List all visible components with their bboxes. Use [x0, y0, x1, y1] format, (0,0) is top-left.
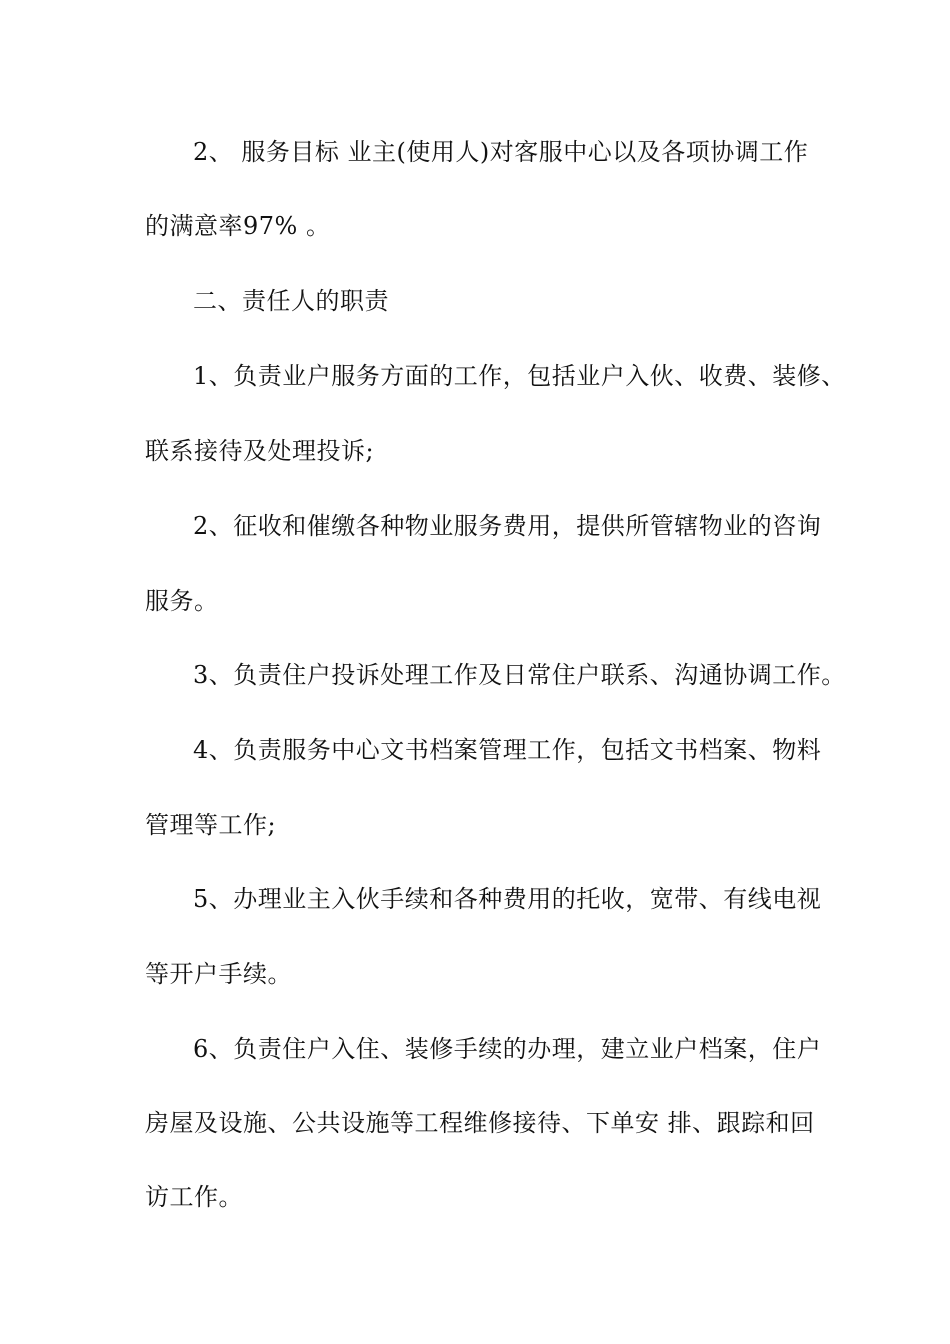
service-goal-line-1: 2、 服务目标 业主(使用人)对客服中心以及各项协调工作	[193, 138, 809, 166]
duty-5-line-2: 等开户手续。	[145, 960, 292, 988]
service-goal-line-2: 的满意率97% 。	[145, 212, 331, 240]
duty-3-line-1: 3、负责住户投诉处理工作及日常住户联系、沟通协调工作。	[193, 661, 846, 689]
duty-6-line-1: 6、负责住户入住、装修手续的办理，建立业户档案，住户	[193, 1035, 822, 1063]
duty-2-line-2: 服务。	[145, 587, 219, 615]
duty-5-line-1: 5、办理业主入伙手续和各种费用的托收，宽带、有线电视	[193, 885, 822, 913]
duty-1-line-1: 1、负责业户服务方面的工作，包括业户入伙、收费、装修、	[193, 362, 846, 390]
duty-4-line-2: 管理等工作;	[145, 811, 277, 839]
duty-6-line-2: 房屋及设施、公共设施等工程维修接待、下单安 排、跟踪和回	[145, 1109, 815, 1137]
duty-1-line-2: 联系接待及处理投诉;	[145, 437, 375, 465]
duty-6-line-3: 访工作。	[145, 1183, 243, 1211]
duty-4-line-1: 4、负责服务中心文书档案管理工作，包括文书档案、物料	[193, 736, 822, 764]
section-heading-responsibilities: 二、责任人的职责	[193, 287, 389, 315]
duty-2-line-1: 2、征收和催缴各种物业服务费用，提供所管辖物业的咨询	[193, 512, 822, 540]
